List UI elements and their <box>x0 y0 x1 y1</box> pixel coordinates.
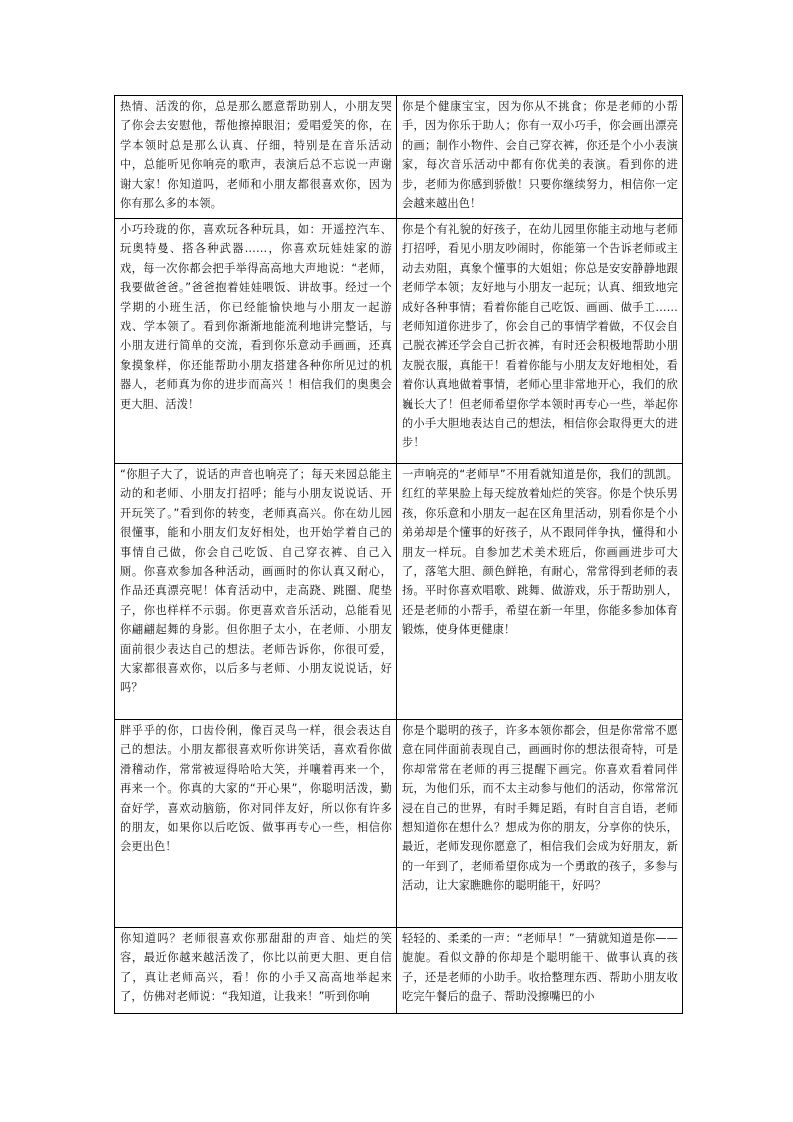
table-row <box>115 219 683 464</box>
comment-cell-right: 你是个健康宝宝，因为你从不挑食；你是老师的小帮手，因为你乐于助人；你有一双小巧手，你会画出漂亮的画；制作小物件、会自己穿衣裤，你还是个小小表演家，每次音乐活动中都有你优美的表演。看到你的进步，老师为你感到骄傲！只要你继续努力，相信你一定会越来越出色！ <box>397 96 683 219</box>
table-row <box>115 464 683 720</box>
table-row <box>115 720 683 928</box>
document-page <box>114 95 682 1014</box>
comment-cell-right: 你是个有礼貌的好孩子，在幼儿园里你能主动地与老师打招呼，看见小朋友吵闹时，你能第一个告诉老师或主动去劝阻，真象个懂事的大姐姐；你总是安安静静地跟老师学本领；友好地与小朋友一起玩；认真、细致地完成好各种事情；看着你能自己吃饭、画画、做手工……老师知道你进步了，你会自己的事情学着做，不仅会自己脱衣裤还学会自己折衣裤，有时还会积极地帮助小朋友脱衣服，真能干！看着你能与小朋友友好地相处，看着你认真地做着事情，老师心里非常地开心，我们的欣巍长大了！但老师希望你学本领时再专心一些，举起你的小手大胆地表达自己的想法，相信你会取得更大的进步！ <box>397 219 683 464</box>
comment-cell-right: 你是个聪明的孩子，许多本领你都会，但是你常常不愿意在同伴面前表现自己，画画时你的想法很奇特，可是你却常常在老师的再三提醒下画完。你喜欢看着同伴玩，为他们乐，而不太主动参与他们的活动，你常常沉浸在自己的世界，有时手舞足蹈，有时自言自语，老师想知道你在想什么？想成为你的朋友，分享你的快乐，最近，老师发现你愿意了，相信我们会成为好朋友，新的一年到了，老师希望你成为一个勇敢的孩子，多参与活动，让大家瞧瞧你的聪明能干，好吗？ <box>397 720 683 928</box>
comment-cell-left: “你胆子大了，说话的声音也响亮了；每天来园总能主动的和老师、小朋友打招呼；能与小朋友说说话、开开玩笑了。”看到你的转变，老师真高兴。你在幼儿园很懂事，能和小朋友们友好相处，也开始学着自己的事情自己做，你会自己吃饭、自己穿衣裤、自己入厕。你喜欢参加各种活动，画画时的你认真又耐心，作品还真漂亮呢！体育活动中，走高跷、跳圈、爬垫子，你也样样不示弱。你更喜欢音乐活动，总能看见你翩翩起舞的身影。但你胆子太小，在老师、小朋友面前很少表达自己的想法。老师告诉你，你很可爱，大家都很喜欢你，以后多与老师、小朋友说说话，好吗？ <box>115 464 397 720</box>
comment-cell-left: 胖乎乎的你，口齿伶俐，像百灵鸟一样，很会表达自己的想法。小朋友都很喜欢听你讲笑话，喜欢看你做滑稽动作，常常被逗得哈哈大笑，并嚷着再来一个，再来一个。你真的大家的“开心果”，你聪明活泼，勤奋好学，喜欢动脑筋，你对同伴友好，所以你有许多的朋友，如果你以后吃饭、做事再专心一些，相信你会更出色！ <box>115 720 397 928</box>
comment-cell-right: 一声响亮的“老师早”不用看就知道是你，我们的凯凯。红红的苹果脸上每天绽放着灿烂的笑容。你是个快乐男孩，你乐意和小朋友一起在区角里活动，别看你是个小弟弟却是个懂事的好孩子，从不跟同伴争执，懂得和小朋友一样玩。自参加艺术美术班后，你画画进步可大了，落笔大胆、颜色鲜艳，有耐心，常常得到老师的表扬。平时你喜欢唱歌、跳舞、做游戏，乐于帮助别人，还是老师的小帮手，希望在新一年里，你能多参加体育锻炼，使身体更健康！ <box>397 464 683 720</box>
table-row <box>115 96 683 219</box>
comments-table <box>114 95 683 1014</box>
comment-cell-left: 你知道吗？老师很喜欢你那甜甜的声音、灿烂的笑容，最近你越来越活泼了，你比以前更大胆、更自信了，真让老师高兴，看！你的小手又高高地举起来了，仿佛对老师说：“我知道，让我来！”听到你响 <box>115 928 397 1014</box>
comment-cell-left: 热情、活泼的你，总是那么愿意帮助别人，小朋友哭了你会去安慰他，帮他擦掉眼泪；爱唱爱笑的你，在学本领时总是那么认真、仔细，特别是在音乐活动中，总能听见你响亮的歌声，表演后总不忘说一声谢谢大家！你知道吗，老师和小朋友都很喜欢你，因为你有那么多的本领。 <box>115 96 397 219</box>
table-row <box>115 928 683 1014</box>
comment-cell-left: 小巧玲珑的你，喜欢玩各种玩具，如：开遥控汽车、玩奥特曼、搭各种武器……，你喜欢玩娃娃家的游戏，每一次你都会把手举得高高地大声地说：“老师，我要做爸爸。”爸爸抱着娃娃喂饭、讲故事。经过一个学期的小班生活，你已经能愉快地与小朋友一起游戏、学本领了。看到你渐渐地能流利地讲完整话，与小朋友进行简单的交流，看到你乐意动手画画，还真象摸象样，你还能帮助小朋友搭建各种你所见过的机器人，老师真为你的进步而高兴 ！相信我们的奥奥会更大胆、活泼！ <box>115 219 397 464</box>
comment-cell-right: 轻轻的、柔柔的一声：“老师早！”一猜就知道是你——旎旎。看似文静的你却是个聪明能干、做事认真的孩子，还是老师的小助手。收拾整理东西、帮助小朋友收吃完午餐后的盘子、帮助没擦嘴巴的小 <box>397 928 683 1014</box>
